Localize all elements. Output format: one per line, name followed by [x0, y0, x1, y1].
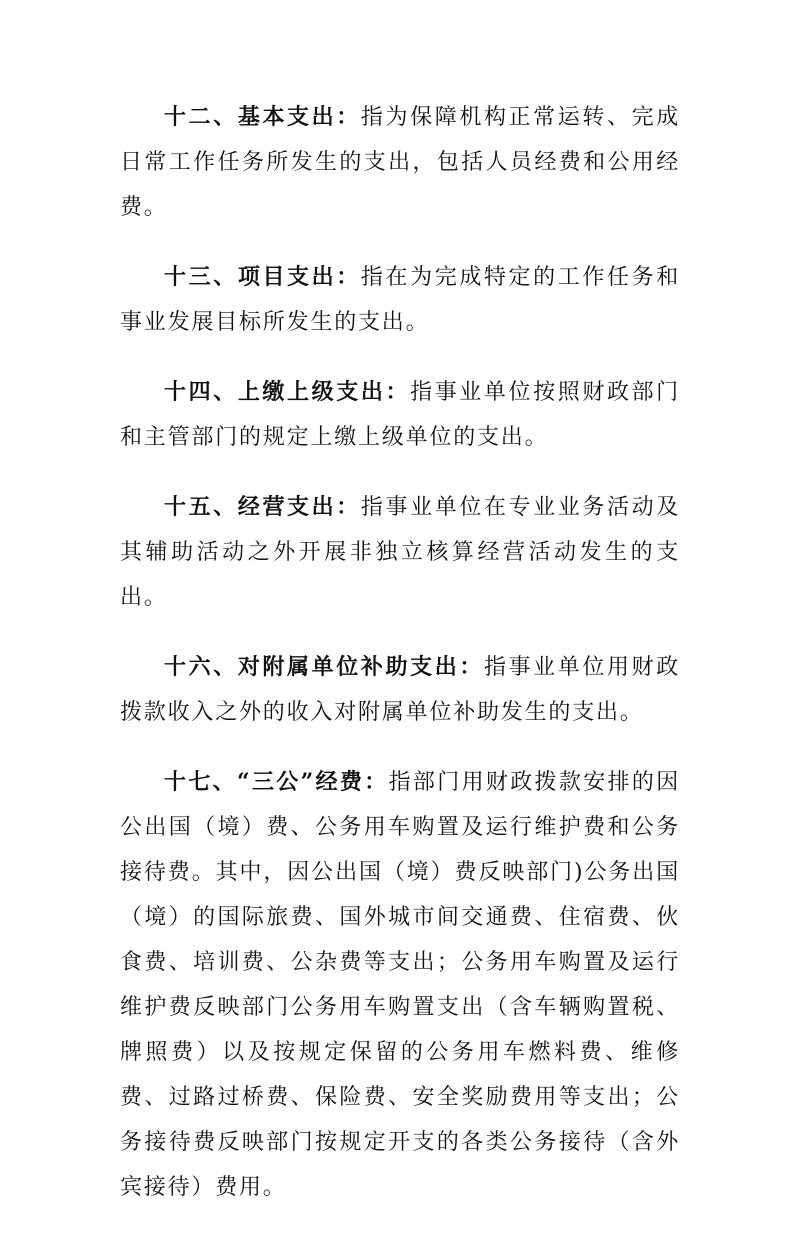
definition-term: 十三、项目支出：: [164, 264, 361, 290]
definition-body: 指部门用财政拨款安排的因公出国（境）费、公务用车购置及运行维护费和公务接待费。其中，因公出国（境）费反映部门)公务出国（境）的国际旅费、国外城市间交通费、住宿费、伙食费、培训费、公杂费等支出；公务用车购置及运行维护费反映部门公务用车购置支出（含车辆购置税、牌照费）以及按规定保留的公务用车燃料费、维修费、过路过桥费、保险费、安全奖励费用等支出；公务接待费反映部门按规定开支的各类公务接待（含外宾接待）费用。: [120, 770, 680, 1200]
definition-body: 指事业单位按照财政部门和主管部门的规定上缴上级单位的支出。: [120, 380, 680, 450]
document-page: [120, 95, 680, 1235]
definition-term: 十五、经营支出：: [164, 494, 361, 520]
definition-body: 指事业单位在专业业务活动及其辅助活动之外开展非独立核算经营活动发生的支出。: [120, 495, 681, 610]
definition-paragraph-15: [120, 485, 680, 620]
definition-term: 十七、“三公”经费：: [164, 769, 389, 795]
definition-paragraph-13: [120, 255, 680, 345]
definition-term: 十六、对附属单位补助支出：: [164, 654, 484, 680]
definition-paragraph-16: [120, 645, 680, 735]
definition-body: 指事业单位用财政拨款收入之外的收入对附属单位补助发生的支出。: [120, 655, 681, 725]
definition-paragraph-12: [120, 95, 680, 230]
definition-body: 指在为完成特定的工作任务和事业发展目标所发生的支出。: [120, 265, 681, 335]
definition-paragraph-14: [120, 370, 680, 460]
definition-term: 十四、上缴上级支出：: [164, 379, 411, 405]
definition-body: 指为保障机构正常运转、完成日常工作任务所发生的支出，包括人员经费和公用经费。: [120, 105, 681, 220]
definition-paragraph-17: [120, 760, 680, 1210]
definition-term: 十二、基本支出：: [164, 104, 361, 130]
